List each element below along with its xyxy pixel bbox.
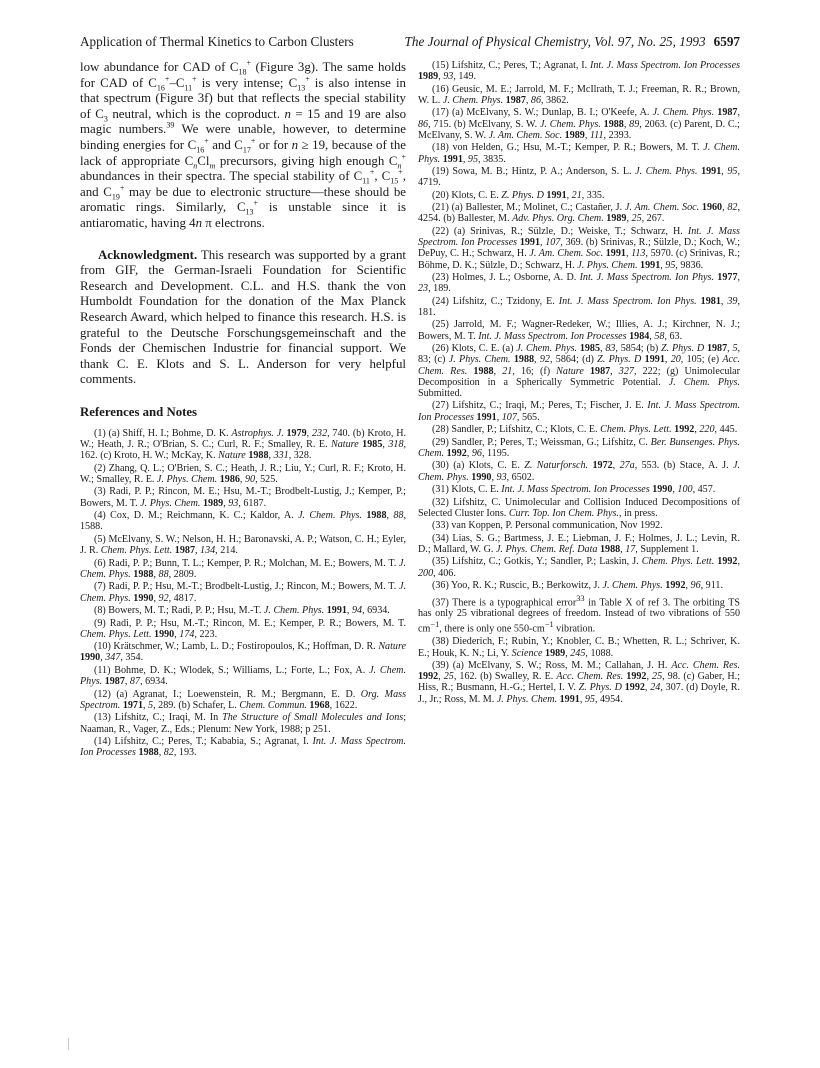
reference-item: (37) There is a typographical error$^{33}$ in Table X of ref 3. The orbiting TS has only 25 vibrational degrees of freedom. Instead of two vibrations of 550 $cm^{-1}$, there is only one $550-cm^{-1}$ vibration.	[418, 593, 740, 635]
reference-item: (3) Radi, P. P.; Rincon, M. E.; Hsu, M.-T.; Brodbelt-Lustig, J.; Kemper, P.; Bowers, M. T. J. Phys. Chem. 1989, 93, 6187.	[80, 486, 406, 509]
acknowledgment-text: This research was supported by a grant from GIF, the German-Israeli Foundation for Scientific Research and Development. C.L. and H.S. thank the von Humboldt Foundation for the donation of the Max Planck Research Award, which helped to finance this research. H.S. is grateful to the Deutsche Forschungsgemeinschaft and the Fonds der Chemischen Industrie for financial support. We thank C. E. Klots and S. L. Anderson for very helpful comments.	[80, 247, 406, 387]
right-column	[418, 60, 740, 706]
reference-item: (12) (a) Agranat, I.; Loewenstein, R. M.; Bergmann, E. D. Org. Mass Spectrom. 1971, 5, 289. (b) Schafer, L. Chem. Commun. 1968, 1622.	[80, 688, 406, 711]
reference-item: (6) Radi, P. P.; Bunn, T. L.; Kemper, P. R.; Molchan, M. E.; Bowers, M. T. J. Chem. Phys. 1988, 88, 2809.	[80, 557, 406, 580]
body-paragraph: low abundance for CAD of $C_{18}^+$ (Figure 3g). The same holds for CAD of $C_{16}^+-C_{11}^+$ is very intense; $C_{13}^+$ is also intense in that spectrum (Figure 3f) but that reflects the special stability of $C_3$ neutral, which is the coproduct. n = 15 and 19 are also magic numbers.$^{39}$ We were unable, however, to determine binding energies for $C_{16}^+$ and $C_{17}^+$ or for n ≥ 19, because of the lack of appropriate $C_nCl_m$ precursors, giving high enough $C_n^+$ abundances in their spectra. The special stability of $C_{11}^+$, $C_{15}^+$, and $C_{19}^+$ may be due to electronic structure—these should be aromatic rings. Similarly, $C_{13}^+$ is unstable since it is antiaromatic, having 4n π electrons.	[80, 58, 407, 230]
reference-item: (18) von Helden, G.; Hsu, M.-T.; Kemper, P. R.; Bowers, M. T. J. Chem. Phys. 1991, 95, 3835.	[418, 142, 740, 165]
acknowledgment	[80, 248, 406, 388]
reference-item: (35) Lifshitz, C.; Gotkis, Y.; Sandler, P.; Laskin, J. Chem. Phys. Lett. 1992, 200, 406.	[418, 556, 740, 579]
reference-list-left	[80, 428, 406, 759]
reference-item: (36) Yoo, R. K.; Ruscic, B.; Berkowitz, J. J. Chem. Phys. 1992, 96, 911.	[432, 580, 723, 592]
reference-item: (23) Holmes, J. L.; Osborne, A. D. Int. J. Mass Spectrom. Ion Phys. 1977, 23, 189.	[418, 272, 741, 295]
reference-item: (24) Lifshitz, C.; Tzidony, E. Int. J. Mass Spectrom. Ion Phys. 1981, 39, 181.	[418, 295, 740, 318]
references-heading: References and Notes	[80, 404, 198, 419]
running-title: Application of Thermal Kinetics to Carbon Clusters	[80, 34, 354, 49]
journal-name: The Journal of Physical Chemistry, Vol. 97, No. 25, 1993	[404, 34, 706, 49]
reference-item: (2) Zhang, Q. L.; O'Brien, S. C.; Heath, J. R.; Liu, Y.; Curl, R. F.; Kroto, H. W.; Smalley, R. E. J. Phys. Chem. 1986, 90, 525.	[80, 462, 406, 485]
reference-item: (27) Lifshitz, C.; Iraqi, M.; Peres, T.; Fischer, J. E. Int. J. Mass Spectrom. Ion Processes 1991, 107, 565.	[418, 400, 740, 423]
reference-item: (16) Geusic, M. E.; Jarrold, M. F.; McIlrath, T. J.; Freeman, R. R.; Brown, W. L. J. Chem. Phys. 1987, 86, 3862.	[418, 83, 740, 106]
reference-item: (14) Lifshitz, C.; Peres, T.; Kababia, S.; Agranat, I. Int. J. Mass Spectrom. Ion Processes 1988, 82, 193.	[80, 736, 406, 759]
reference-item: (39) (a) McElvany, S. W.; Ross, M. M.; Callahan, J. H. Acc. Chem. Res. 1992, 25, 162. (b) Swalley, R. E. Acc. Chem. Res. 1992, 25, 98. (c) Gaber, H.; Hiss, R.; Busmann, H.-G.; Hertel, I. V. Z. Phys. D 1992, 24, 307. (d) Doyle, R. J., Jr.; Ross, M. M. J. Phys. Chem. 1991, 95, 4954.	[418, 660, 741, 705]
reference-item: (1) (a) Shiff, H. I.; Bohme, D. K. Astrophys. J. 1979, 232, 740. (b) Kroto, H. W.; Heath, J. R.; O'Brian, S. C.; Curl, R. F.; Smalley, R. E. Nature 1985, 318, 162. (c) Kroto, H. W.; McKay, K. Nature 1988, 331, 328.	[80, 427, 407, 462]
reference-item: (31) Klots, C. E. Int. J. Mass Spectrom. Ion Processes 1990, 100, 457.	[432, 484, 716, 496]
reference-item: (34) Lias, S. G.; Bartmess, J. E.; Liebman, J. F.; Holmes, J. L.; Levin, R. D.; Mallard, W. G. J. Phys. Chem. Ref. Data 1988, 17, Supplement 1.	[418, 532, 740, 555]
reference-item: (13) Lifshitz, C.; Iraqi, M. In The Structure of Small Molecules and Ions; Naaman, R., Vager, Z., Eds.; Plenum: New York, 1988; p 251.	[80, 712, 406, 735]
reference-item: (21) (a) Ballester, M.; Molinet, C.; Castañer, J. J. Am. Chem. Soc. 1960, 82, 4254. (b) Ballester, M. Adv. Phys. Org. Chem. 1989, 25, 267.	[418, 202, 740, 225]
reference-item: (8) Bowers, M. T.; Radi, P. P.; Hsu, M.-T. J. Chem. Phys. 1991, 94, 6934.	[94, 605, 390, 616]
left-column	[80, 60, 406, 760]
reference-item: (20) Klots, C. E. Z. Phys. D 1991, 21, 335.	[432, 189, 605, 201]
reference-item: (5) McElvany, S. W.; Nelson, H. H.; Baronavski, A. P.; Watson, C. H.; Eyler, J. R. Chem. Phys. Lett. 1987, 134, 214.	[80, 533, 406, 557]
reference-item: (30) (a) Klots, C. E. Z. Naturforsch. 1972, 27a, 553. (b) Stace, A. J. J. Chem. Phys. 1990, 93, 6502.	[418, 460, 741, 483]
reference-item: (26) Klots, C. E. (a) J. Chem. Phys. 1985, 83, 5854; (b) Z. Phys. D 1987, 5, 83; (c) J. Phys. Chem. 1988, 92, 5864; (d) Z. Phys. D 1991, 20, 105; (e) Acc. Chem. Res. 1988, 21, 16; (f) Nature 1987, 327, 222; (g) Unimolecular Decomposition in a Spherically Symmetric Potential. J. Chem. Phys. Submitted.	[418, 343, 741, 399]
reference-item: (29) Sandler, P.; Peres, T.; Weissman, G.; Lifshitz, C. Ber. Bunsenges. Phys. Chem. 1992, 96, 1195.	[418, 436, 740, 459]
reference-item: (38) Diederich, F.; Rubin, Y.; Knobler, C. B.; Whetten, R. L.; Schriver, K. E.; Houk, K. N.; Li, Y. Science 1989, 245, 1088.	[418, 636, 740, 659]
reference-item: (25) Jarrold, M. F.; Wagner-Redeker, W.; Illies, A. J.; Kirchner, N. J.; Bowers, M. T. Int. J. Mass Spectrom. Ion Processes 1984, 58, 63.	[418, 319, 740, 342]
reference-item: (15) Lifshitz, C.; Peres, T.; Agranat, I. Int. J. Mass Spectrom. Ion Processes 1989, 93, 149.	[418, 60, 740, 83]
reference-item: (19) Sowa, M. B.; Hintz, P. A.; Anderson, S. L. J. Chem. Phys. 1991, 95, 4719.	[418, 166, 740, 189]
reference-item: (4) Cox, D. M.; Reichmann, K. C.; Kaldor, A. J. Chem. Phys. 1988, 88, 1588.	[80, 510, 406, 533]
reference-item: (9) Radi, P. P.; Hsu, M.-T.; Rincon, M. E.; Kemper, P. R.; Bowers, M. T. Chem. Phys. Lett. 1990, 174, 223.	[80, 617, 406, 640]
reference-item: (11) Bohme, D. K.; Wlodek, S.; Williams, L.; Forte, L.; Fox, A. J. Chem. Phys. 1987, 87, 6934.	[80, 664, 406, 688]
reference-item: (17) (a) McElvany, S. W.; Dunlap, B. I.; O'Keefe, A. J. Chem. Phys. 1987, 86, 715. (b) McElvany, S. W. J. Chem. Phys. 1988, 89, 2063. (c) Parent, D. C.; McElvany, S. W. J. Am. Chem. Soc. 1989, 111, 2393.	[418, 107, 740, 141]
reference-item: (7) Radi, P. P.; Hsu, M.-T.; Brodbelt-Lustig, J.; Rincon, M.; Bowers, M. T. J. Chem. Phys. 1990, 92, 4817.	[80, 581, 406, 604]
reference-item: (28) Sandler, P.; Lifshitz, C.; Klots, C. E. Chem. Phys. Lett. 1992, 220, 445.	[432, 424, 738, 436]
page-header	[80, 34, 740, 52]
reference-item: (10) Krätschmer, W.; Lamb, L. D.; Fostiropoulos, K.; Hoffman, D. R. Nature 1990, 347, 354.	[80, 641, 406, 664]
page-number: 6597	[713, 34, 740, 49]
reference-item: (32) Lifshitz, C. Unimolecular and Collision Induced Decompositions of Selected Cluster Ions. Curr. Top. Ion Chem. Phys., in press.	[418, 496, 740, 519]
reference-item: (33) van Koppen, P. Personal communication, Nov 1992.	[432, 520, 663, 532]
reference-list-right	[418, 60, 740, 705]
reference-item: (22) (a) Srinivas, R.; Sülzle, D.; Weiske, T.; Schwarz, H. Int. J. Mass Spectrom. Ion Processes 1991, 107, 369. (b) Srinivas, R.; Sülzle, D.; Koch, W.; DePuy, C. H.; Schwarz, H. J. Am. Chem. Soc. 1991, 113, 5970. (c) Srinivas, R.; Böhme, D. K.; Sülzle, D.; Schwarz, H. J. Phys. Chem. 1991, 95, 9836.	[418, 225, 741, 271]
journal-citation	[405, 34, 740, 50]
margin-mark	[68, 1038, 69, 1050]
acknowledgment-heading: Acknowledgment.	[98, 247, 198, 262]
